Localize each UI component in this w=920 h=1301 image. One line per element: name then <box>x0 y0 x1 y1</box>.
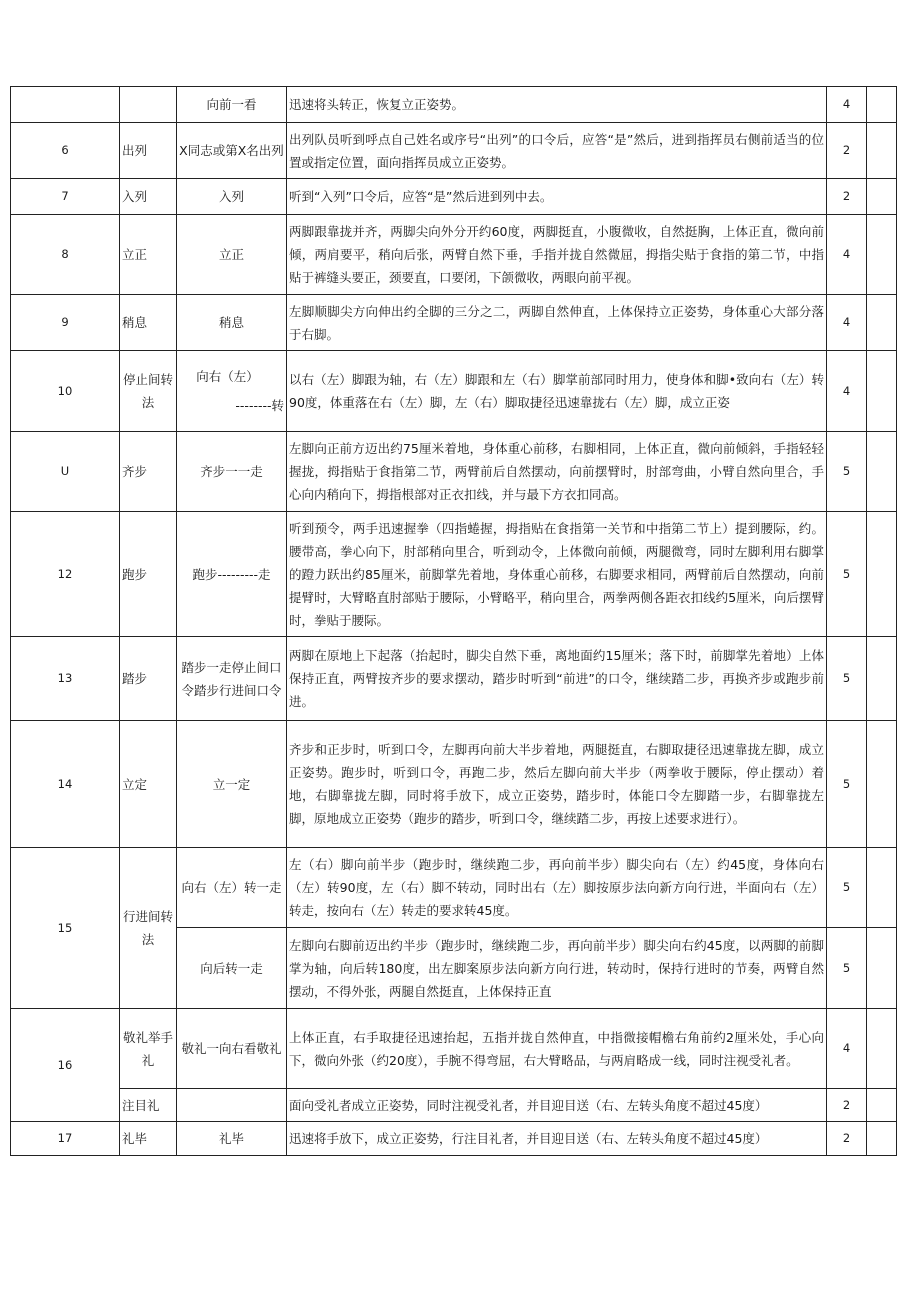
table-row <box>11 721 897 848</box>
table-row <box>11 1122 897 1156</box>
item-name: 跑步 <box>120 512 177 637</box>
item-name: 立定 <box>120 721 177 848</box>
description-cell: 左脚向正前方迈出约75厘米着地，身体重心前移，右脚相同，上体正直，微向前倾斜，手指轻轻握拢，拇指贴于食指第二节，两臂前后自然摆动，向前摆臂时，肘部弯曲，小臂自然向里合，手心向内稍向下，拇指根部对正衣扣线，并与最下方衣扣同高。 <box>287 432 827 512</box>
description-cell: 上体正直，右手取捷径迅速抬起，五指并拢自然伸直，中指微接帽檐右角前约2厘米处，手心向下，微向外张（约20度），手腕不得弯屈，右大臂略品，与两肩略成一线，同时注视受礼者。 <box>287 1009 827 1089</box>
description-cell: 听到预令，两手迅速握拳（四指蜷握，拇指贴在食指第一关节和中指第二节上）提到腰际，约。腰带高，拳心向下，肘部稍向里合，听到动令，上体微向前倾，两腿微弯，同时左脚利用右脚掌的蹬力跃出约85厘米，前脚掌先着地，身体重心前移，右脚要求相同，两臂前后自然摆动，向前提臂时，大臂略直肘部贴于腰际，小臂略平，稍向里合，两拳两侧各距衣扣线约5厘米，向后摆臂时，拳贴于腰际。 <box>287 512 827 637</box>
table-row <box>11 351 897 432</box>
item-name: 敬礼举手礼 <box>120 1009 177 1089</box>
score-cell: 5 <box>827 928 867 1009</box>
command-line-2: --------转 <box>235 398 284 413</box>
command-line-1: 向右（左） <box>196 369 259 384</box>
item-name: 注目礼 <box>120 1089 177 1122</box>
row-number: 10 <box>11 351 120 432</box>
description-cell: 两脚跟靠拢并齐，两脚尖向外分开约60度，两脚挺直，小腹微收，自然挺胸，上体正直，微向前倾，两肩要平，稍向后张，两臂自然下垂，手指并拢自然微屈，拇指尖贴于食指的第二节，中指贴于裤缝头要正，颈要直，口要闭，下颌微收，两眼向前平视。 <box>287 215 827 295</box>
table-row <box>11 123 897 179</box>
score-cell: 5 <box>827 637 867 721</box>
item-name <box>120 87 177 123</box>
blank-cell <box>867 848 897 928</box>
command-cell: 齐步一一走 <box>177 432 287 512</box>
command-cell: 向后转一走 <box>177 928 287 1009</box>
blank-cell <box>867 215 897 295</box>
item-name: 入列 <box>120 179 177 215</box>
blank-cell <box>867 512 897 637</box>
description-cell: 面向受礼者成立正姿势，同时注视受礼者，并目迎目送（右、左转头角度不超过45度） <box>287 1089 827 1122</box>
description-cell: 出列队员听到呼点自己姓名或序号“出列”的口令后，应答“是”然后，进到指挥员右侧前适当的位置或指定位置，面向指挥员成立正姿势。 <box>287 123 827 179</box>
blank-cell <box>867 179 897 215</box>
table-row <box>11 87 897 123</box>
table-row <box>11 848 897 928</box>
item-name: 停止间转法 <box>120 351 177 432</box>
row-number: 15 <box>11 848 120 1009</box>
score-cell: 5 <box>827 848 867 928</box>
item-name: 出列 <box>120 123 177 179</box>
item-name: 礼毕 <box>120 1122 177 1156</box>
table-row <box>11 295 897 351</box>
blank-cell <box>867 295 897 351</box>
command-cell: 入列 <box>177 179 287 215</box>
command-cell: 立一定 <box>177 721 287 848</box>
score-cell: 4 <box>827 1009 867 1089</box>
row-number: 7 <box>11 179 120 215</box>
command-cell: 跑步---------走 <box>177 512 287 637</box>
row-number: 14 <box>11 721 120 848</box>
score-cell: 5 <box>827 432 867 512</box>
row-number: 9 <box>11 295 120 351</box>
row-number: 8 <box>11 215 120 295</box>
command-cell: 稍息 <box>177 295 287 351</box>
blank-cell <box>867 87 897 123</box>
row-number: 16 <box>11 1009 120 1122</box>
score-cell: 4 <box>827 295 867 351</box>
description-cell: 齐步和正步时，听到口令，左脚再向前大半步着地，两腿挺直，右脚取捷径迅速靠拢左脚，成立正姿势。跑步时，听到口令，再跑二步，然后左脚向前大半步（两拳收于腰际，停止摆动）着地，右脚靠拢左脚，同时将手放下，成立正姿势，踏步时，体能口令左脚踏一步，右脚靠拢左脚，原地成立正姿势（跑步的踏步，听到口令，继续踏二步，再按上述要求进行）。 <box>287 721 827 848</box>
score-cell: 5 <box>827 512 867 637</box>
command-cell: 礼毕 <box>177 1122 287 1156</box>
blank-cell <box>867 721 897 848</box>
command-cell: 向前一看 <box>177 87 287 123</box>
row-number <box>11 87 120 123</box>
description-cell: 迅速将手放下，成立正姿势，行注目礼者，并目迎目送（右、左转头角度不超过45度） <box>287 1122 827 1156</box>
item-name: 踏步 <box>120 637 177 721</box>
table-row <box>11 512 897 637</box>
score-cell: 4 <box>827 87 867 123</box>
description-cell: 左（右）脚向前半步（跑步时，继续跑二步，再向前半步）脚尖向右（左）约45度，身体向右（左）转90度，左（右）脚不转动，同时出右（左）脚按原步法向新方向行进，半面向右（左）转走，按向右（左）转走的要求转45度。 <box>287 848 827 928</box>
description-cell: 左脚顺脚尖方向伸出约全脚的三分之二，两脚自然伸直，上体保持立正姿势，身体重心大部分落于右脚。 <box>287 295 827 351</box>
score-cell: 2 <box>827 1122 867 1156</box>
score-cell: 2 <box>827 123 867 179</box>
description-cell: 听到“入列”口令后，应答“是”然后进到列中去。 <box>287 179 827 215</box>
score-cell: 4 <box>827 351 867 432</box>
blank-cell <box>867 123 897 179</box>
table-row <box>11 637 897 721</box>
description-cell: 两脚在原地上下起落（抬起时，脚尖自然下垂，离地面约15厘米；落下时，前脚掌先着地）上体保持正直，两臂按齐步的要求摆动，踏步时听到“前进”的口令，继续踏二步，再换齐步或跑步前进。 <box>287 637 827 721</box>
table-row <box>11 1009 897 1089</box>
row-number: U <box>11 432 120 512</box>
row-number: 6 <box>11 123 120 179</box>
description-cell: 左脚向右脚前迈出约半步（跑步时，继续跑二步，再向前半步）脚尖向右约45度，以两脚的前脚掌为轴，向后转180度，出左脚案原步法向新方向行进，转动时，保持行进时的节奏，两臂自然摆动，不得外张，两腿自然挺直，上体保持正直 <box>287 928 827 1009</box>
blank-cell <box>867 351 897 432</box>
item-name: 行进间转法 <box>120 848 177 1009</box>
score-cell: 5 <box>827 721 867 848</box>
table-row <box>11 1089 897 1122</box>
command-cell <box>177 1089 287 1122</box>
description-cell: 迅速将头转正，恢复立正姿势。 <box>287 87 827 123</box>
score-cell: 4 <box>827 215 867 295</box>
blank-cell <box>867 1009 897 1089</box>
table-row <box>11 215 897 295</box>
blank-cell <box>867 432 897 512</box>
table-row <box>11 179 897 215</box>
item-name: 立正 <box>120 215 177 295</box>
command-cell: X同志或第X名出列 <box>177 123 287 179</box>
score-cell: 2 <box>827 179 867 215</box>
row-number: 17 <box>11 1122 120 1156</box>
item-name: 稍息 <box>120 295 177 351</box>
blank-cell <box>867 928 897 1009</box>
item-name: 齐步 <box>120 432 177 512</box>
description-cell: 以右（左）脚跟为轴，右（左）脚跟和左（右）脚掌前部同时用力，使身体和脚•致向右（左）转90度，体重落在右（左）脚，左（右）脚取捷径迅速靠拢右（左）脚，成立正姿 <box>287 351 827 432</box>
drill-standards-table <box>10 86 897 1156</box>
blank-cell <box>867 1122 897 1156</box>
command-cell: 向右（左）转一走 <box>177 848 287 928</box>
blank-cell <box>867 1089 897 1122</box>
command-cell: 敬礼一向右看敬礼 <box>177 1009 287 1089</box>
command-cell <box>177 351 287 432</box>
command-cell: 踏步一走停止间口令踏步行进间口令 <box>177 637 287 721</box>
score-cell: 2 <box>827 1089 867 1122</box>
command-cell: 立正 <box>177 215 287 295</box>
table-row <box>11 432 897 512</box>
row-number: 13 <box>11 637 120 721</box>
blank-cell <box>867 637 897 721</box>
row-number: 12 <box>11 512 120 637</box>
